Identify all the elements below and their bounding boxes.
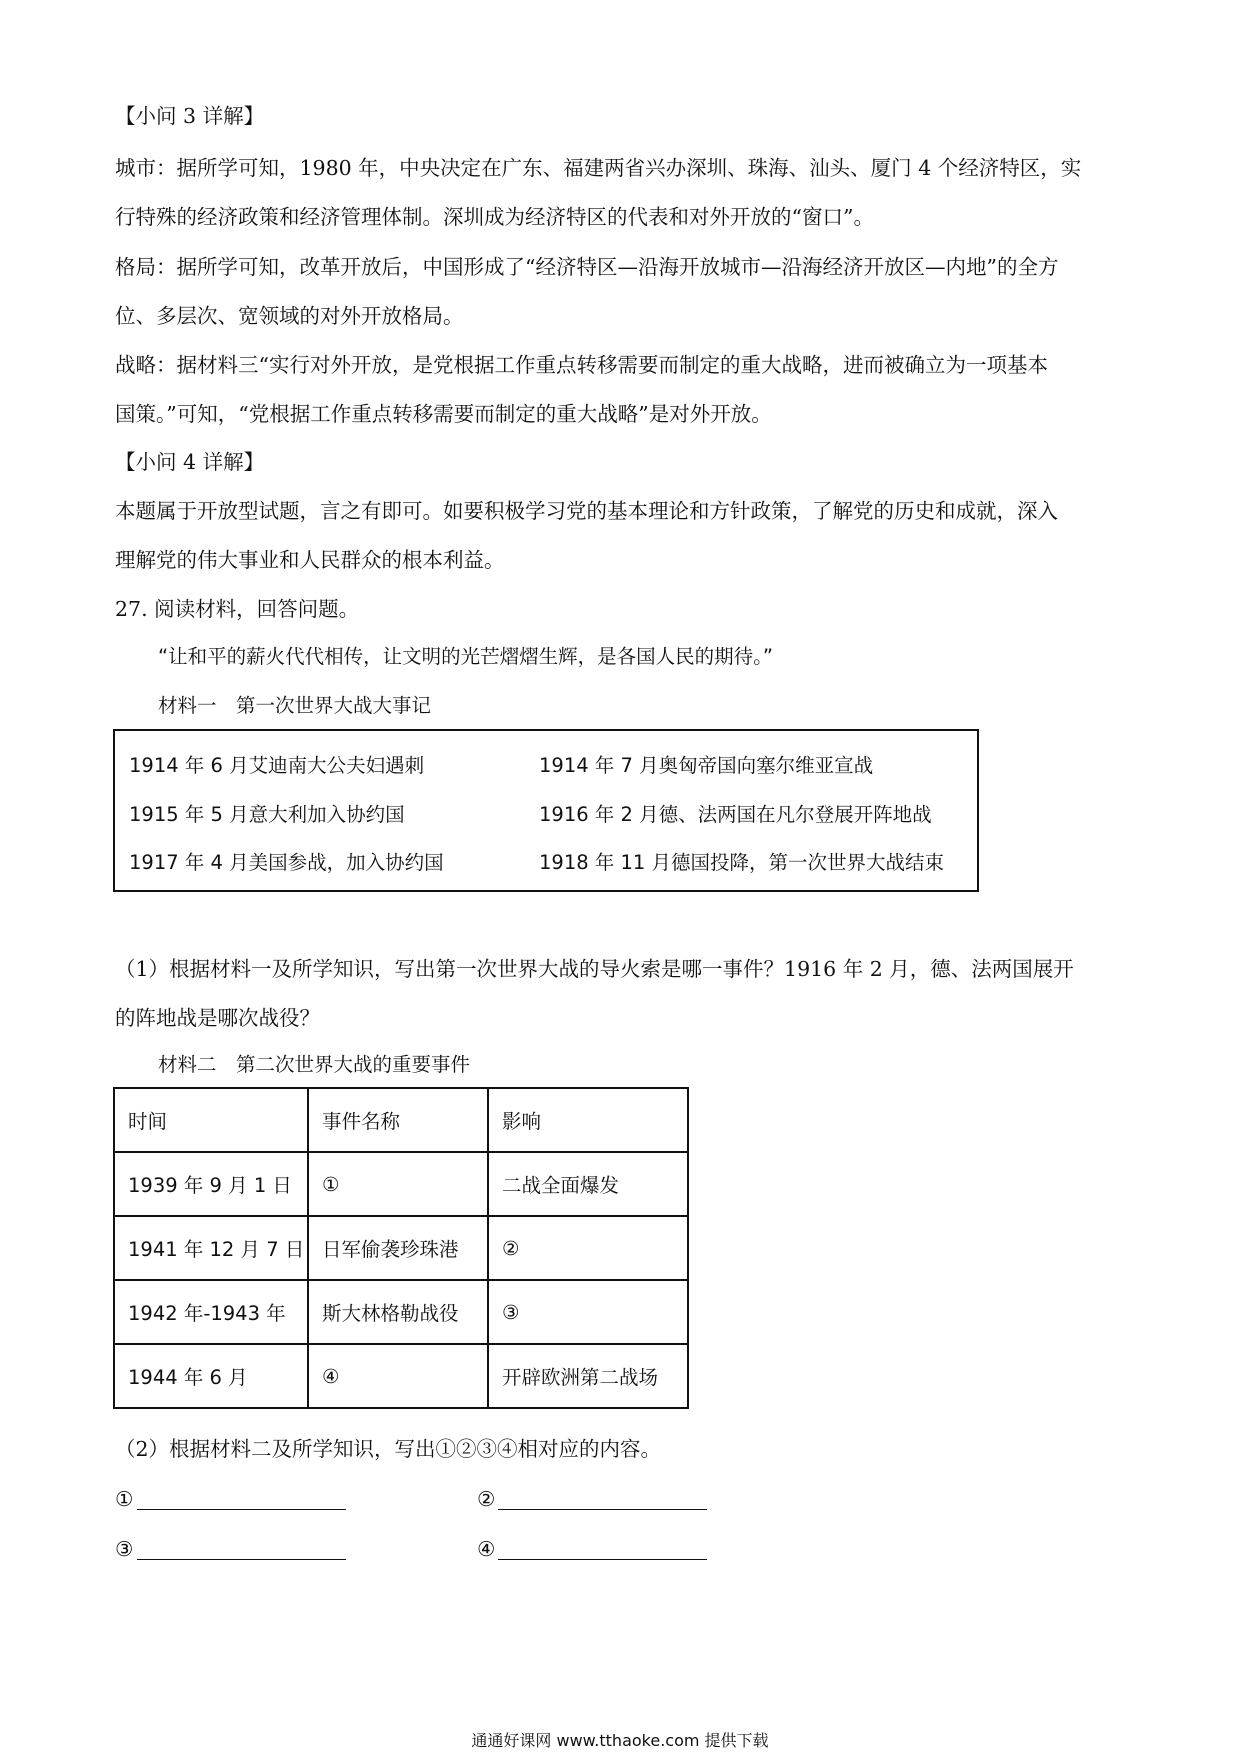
subquestion1-line1: （1）根据材料一及所学知识，写出第一次世界大战的导火索是哪一事件？1916 年 2 月，德、法两国展开 [115, 957, 1074, 981]
quote: “让和平的薪火代代相传，让文明的光芒熠熠生辉，是各国人民的期待。” [158, 645, 773, 668]
table-cell: 1944 年 6 月 [114, 1344, 308, 1408]
answer-blank-3[interactable] [137, 1559, 346, 1560]
table-cell: 1941 年 12 月 7 日 [114, 1216, 308, 1280]
table-row [114, 1216, 688, 1280]
event-item: 1914 年 7 月奥匈帝国向塞尔维亚宣战 [539, 754, 874, 777]
blank-label-2: ② [477, 1487, 496, 1511]
event-item: 1918 年 11 月德国投降，第一次世界大战结束 [539, 851, 945, 874]
answer-blank-4[interactable] [498, 1559, 707, 1560]
material1-title: 材料一 第一次世界大战大事记 [158, 694, 432, 717]
pattern-paragraph-line1: 格局：据所学可知，改革开放后，中国形成了“经济特区—沿海开放城市—沿海经济开放区—内地”的全方 [115, 255, 1059, 279]
material2-title: 材料二 第二次世界大战的重要事件 [158, 1053, 471, 1076]
event-item: 1916 年 2 月德、法两国在凡尔登展开阵地战 [539, 803, 932, 826]
table-cell: 日军偷袭珍珠港 [308, 1216, 488, 1280]
table-row [114, 1152, 688, 1216]
table-row [114, 1344, 688, 1408]
answer-blank-2[interactable] [498, 1509, 707, 1510]
table-cell: 1942 年-1943 年 [114, 1280, 308, 1344]
q4-paragraph-line1: 本题属于开放型试题，言之有即可。如要积极学习党的基本理论和方针政策，了解党的历史和成就，深入 [115, 499, 1058, 523]
table-cell: ③ [488, 1280, 688, 1344]
pattern-paragraph-line2: 位、多层次、宽领域的对外开放格局。 [115, 304, 464, 328]
page-footer: 通通好课网 www.tthaoke.com 提供下载 [471, 1731, 769, 1750]
strategy-paragraph-line2: 国策。”可知，“党根据工作重点转移需要而制定的重大战略”是对外开放。 [115, 402, 772, 426]
table-cell: 二战全面爆发 [488, 1152, 688, 1216]
question-title: 27. 阅读材料，回答问题。 [115, 597, 360, 621]
blank-label-4: ④ [477, 1537, 496, 1561]
table-header-cell: 时间 [114, 1088, 308, 1152]
ww2-events-table [113, 1087, 689, 1409]
table-cell: ② [488, 1216, 688, 1280]
table-cell: ① [308, 1152, 488, 1216]
subquestion1-line2: 的阵地战是哪次战役？ [115, 1006, 320, 1030]
ww1-events-box [113, 729, 979, 892]
table-row [114, 1280, 688, 1344]
blank-label-3: ③ [115, 1537, 134, 1561]
blank-label-1: ① [115, 1487, 134, 1511]
q4-paragraph-line2: 理解党的伟大事业和人民群众的根本利益。 [115, 548, 505, 572]
event-item: 1915 年 5 月意大利加入协约国 [129, 803, 405, 826]
subquestion2: （2）根据材料二及所学知识，写出①②③④相对应的内容。 [115, 1437, 662, 1461]
table-cell: 斯大林格勒战役 [308, 1280, 488, 1344]
table-cell: ④ [308, 1344, 488, 1408]
q4-heading: 【小问 4 详解】 [115, 450, 265, 474]
table-cell: 1939 年 9 月 1 日 [114, 1152, 308, 1216]
city-paragraph-line2: 行特殊的经济政策和经济管理体制。深圳成为经济特区的代表和对外开放的“窗口”。 [115, 205, 874, 229]
table-cell: 开辟欧洲第二战场 [488, 1344, 688, 1408]
table-header-cell: 事件名称 [308, 1088, 488, 1152]
city-paragraph-line1: 城市：据所学可知，1980 年，中央决定在广东、福建两省兴办深圳、珠海、汕头、厦门 4 个经济特区，实 [115, 156, 1082, 180]
table-header-row [114, 1088, 688, 1152]
q3-heading: 【小问 3 详解】 [115, 104, 265, 128]
event-item: 1917 年 4 月美国参战，加入协约国 [129, 851, 444, 874]
event-item: 1914 年 6 月艾迪南大公夫妇遇刺 [129, 754, 425, 777]
answer-blank-1[interactable] [137, 1509, 346, 1510]
table-header-cell: 影响 [488, 1088, 688, 1152]
strategy-paragraph-line1: 战略：据材料三“实行对外开放，是党根据工作重点转移需要而制定的重大战略，进而被确立为一项基本 [115, 353, 1048, 377]
